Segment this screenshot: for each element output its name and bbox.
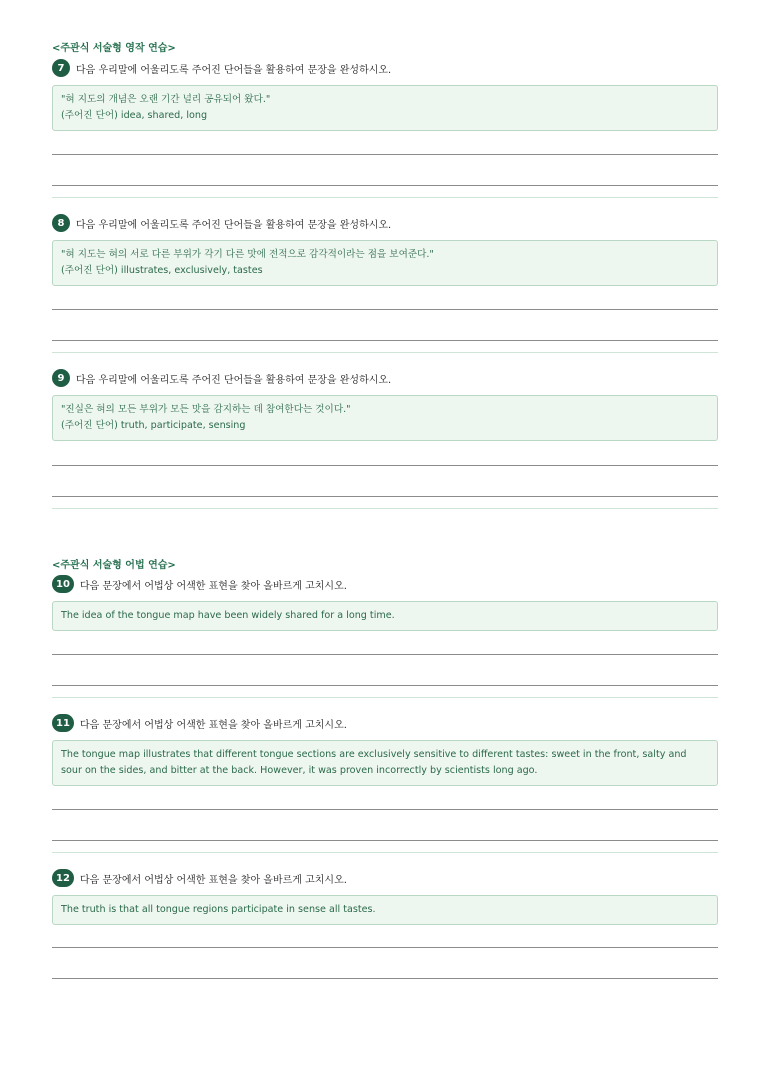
question-11 [52,714,718,786]
korean-sentence: "혀 지도는 혀의 서로 다른 부위가 각기 다른 맛에 전적으로 감각적이라는 점을 보여준다." [61,249,434,260]
answer-line[interactable] [52,685,718,686]
question-number: 12 [52,869,74,887]
section-divider [52,508,718,509]
sentence-box [52,740,718,786]
answer-line[interactable] [52,809,718,810]
answer-line[interactable] [52,340,718,341]
sentence-box [52,895,718,925]
given-words: (주어진 단어) truth, participate, sensing [61,420,246,431]
sentence-text: The tongue map illustrates that different tongue sections are exclusively sensitive to different tastes: sweet in the front, salty and sour on the sides, and bitter at the back. However, it was proven incorrectly by scientists long ago. [61,749,687,776]
given-words-box [52,85,718,131]
answer-line[interactable] [52,978,718,979]
question-number: 10 [52,575,74,593]
question-prompt: 다음 우리말에 어울리도록 주어진 단어들을 활용하여 문장을 완성하시오. [76,64,392,76]
sentence-text: The idea of the tongue map have been widely shared for a long time. [61,610,395,621]
given-words-box [52,395,718,441]
answer-line[interactable] [52,309,718,310]
question-10 [52,575,718,631]
question-12 [52,869,718,925]
question-number: 8 [52,214,70,232]
question-7 [52,59,718,131]
given-words-box [52,240,718,286]
question-prompt: 다음 우리말에 어울리도록 주어진 단어들을 활용하여 문장을 완성하시오. [76,374,392,386]
given-words: (주어진 단어) idea, shared, long [61,110,208,121]
answer-line[interactable] [52,185,718,186]
question-prompt: 다음 문장에서 어법상 어색한 표현을 찾아 올바르게 고치시오. [80,719,347,731]
section-divider [52,852,718,853]
composition-section-title: <주관식 서술형 영작 연습> [52,43,176,54]
korean-sentence: "진실은 혀의 모든 부위가 모든 맛을 감지하는 데 참여한다는 것이다." [61,404,351,415]
given-words: (주어진 단어) illustrates, exclusively, tastes [61,265,263,276]
section-divider [52,197,718,198]
answer-line[interactable] [52,654,718,655]
question-number: 11 [52,714,74,732]
section-divider [52,352,718,353]
question-number: 9 [52,369,70,387]
question-9 [52,369,718,441]
section-divider [52,697,718,698]
question-number: 7 [52,59,70,77]
question-prompt: 다음 문장에서 어법상 어색한 표현을 찾아 올바르게 고치시오. [80,580,347,592]
question-prompt: 다음 문장에서 어법상 어색한 표현을 찾아 올바르게 고치시오. [80,874,347,886]
korean-sentence: "혀 지도의 개념은 오랜 기간 널리 공유되어 왔다." [61,94,271,105]
answer-line[interactable] [52,496,718,497]
answer-line[interactable] [52,947,718,948]
answer-line[interactable] [52,465,718,466]
question-8 [52,214,718,286]
answer-line[interactable] [52,840,718,841]
question-prompt: 다음 우리말에 어울리도록 주어진 단어들을 활용하여 문장을 완성하시오. [76,219,392,231]
grammar-section-title: <주관식 서술형 어법 연습> [52,560,176,571]
sentence-box [52,601,718,631]
answer-line[interactable] [52,154,718,155]
sentence-text: The truth is that all tongue regions participate in sense all tastes. [61,904,376,915]
